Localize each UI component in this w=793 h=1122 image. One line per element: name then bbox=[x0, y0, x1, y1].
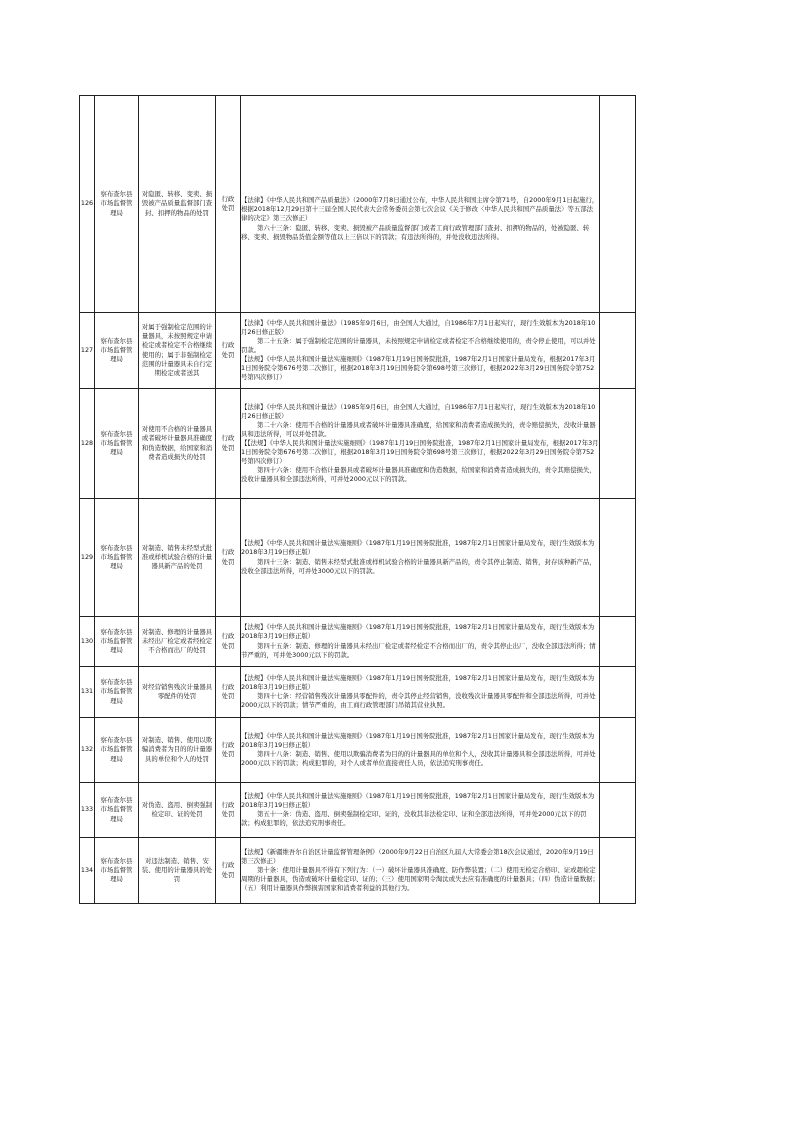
agency-name-line: 市场监督管 bbox=[100, 636, 133, 645]
agency-name-line: 理局 bbox=[110, 448, 123, 457]
agency-name-line: 理局 bbox=[110, 754, 123, 763]
legal-basis bbox=[241, 389, 600, 499]
table-row bbox=[80, 718, 636, 783]
legal-basis-paragraph: 【【法规】《中华人民共和国计量法实施细则》（1987年1月19日国务院批准，1987年2月1日国家计量局发布，根据2017年3月1日国务院令第676号第二次修订，根据2018年3月19日国务院令第698号第三次修订，根据2022年3月29日国务院令第752号第四次修订） bbox=[241, 438, 599, 466]
legal-basis bbox=[241, 313, 600, 389]
table-row bbox=[80, 389, 636, 499]
agency-name-line: 察布查尔县 bbox=[100, 736, 133, 745]
power-type-line: 处罚 bbox=[221, 443, 235, 452]
power-type bbox=[216, 838, 241, 904]
table-row bbox=[80, 499, 636, 617]
enforcing-agency bbox=[95, 96, 139, 313]
power-type-line: 处罚 bbox=[221, 350, 235, 359]
power-type bbox=[216, 783, 241, 838]
penalty-item-text: 对制造、销售未经型式批准或样机试验合格的计量器具新产品的处罚 bbox=[141, 543, 213, 571]
agency-name-line: 理局 bbox=[110, 814, 123, 823]
agency-name-line: 察布查尔县 bbox=[100, 796, 133, 805]
legal-basis-text bbox=[241, 539, 599, 575]
power-type bbox=[216, 718, 241, 783]
penalty-table bbox=[79, 95, 636, 904]
penalty-item-text: 对违法制造、销售、安装、使用的计量器具的处罚 bbox=[141, 856, 213, 884]
notes-cell bbox=[600, 389, 636, 499]
agency-name-line: 市场监督管 bbox=[100, 745, 133, 754]
power-type-line: 行政 bbox=[221, 740, 235, 749]
power-type-line: 行政 bbox=[221, 861, 235, 870]
penalty-item bbox=[139, 667, 216, 718]
table-row bbox=[80, 838, 636, 904]
legal-basis bbox=[241, 783, 600, 838]
power-type-line: 处罚 bbox=[221, 557, 235, 566]
power-type bbox=[216, 617, 241, 667]
power-type-line: 行政 bbox=[221, 632, 235, 641]
power-type-line: 行政 bbox=[221, 548, 235, 557]
power-type-line: 处罚 bbox=[221, 810, 235, 818]
power-type bbox=[216, 389, 241, 499]
legal-basis-paragraph: 【法规】《中华人民共和国计量法实施细则》（1987年1月19日国务院批准，1987年2月1日国家计量局发布，根据2017年3月1日国务院令第676号第二次修订，根据2018年3月19日国务院令第698号第三次修订，根据2022年3月29日国务院令第752号第四次修订） bbox=[241, 355, 596, 382]
enforcing-agency bbox=[95, 313, 139, 389]
legal-basis-paragraph: 【法规】《中华人民共和国计量法实施细则》（1987年1月19日国务院批准，1987年2月1日国家计量局发布，现行生效版本为2018年3月19日修正版） bbox=[241, 623, 595, 641]
legal-basis-text bbox=[241, 848, 599, 893]
legal-basis-paragraph: 【法规】《中华人民共和国计量法实施细则》（1987年1月19日国务院批准，1987年2月1日国家计量局发布，现行生效版本为2018年3月19日修正版） bbox=[241, 731, 595, 749]
legal-basis-paragraph: 第四十三条：制造、销售未经型式批准或样机试验合格的计量器具新产品的，责令其停止制造、销售，封存该种新产品，没收全部违法所得，可并处3000元以下的罚款。 bbox=[241, 557, 596, 575]
enforcing-agency bbox=[95, 499, 139, 617]
agency-name-line: 理局 bbox=[110, 355, 123, 364]
row-number: 131 bbox=[80, 667, 95, 718]
enforcing-agency bbox=[95, 389, 139, 499]
legal-basis bbox=[241, 499, 600, 617]
legal-basis bbox=[241, 718, 600, 783]
notes-cell bbox=[600, 783, 636, 838]
legal-basis-paragraph: 第四十六条：使用不合格计量器具或者破坏计量器具准确度和伪造数据，给国家和消费者造成损失的，责令其赔偿损失，没收计量器具和全部违法所得，可并处2000元以下的罚款。 bbox=[241, 466, 596, 484]
legal-basis bbox=[241, 96, 600, 313]
legal-basis-paragraph: 第四十五条：制造、修理的计量器具未经出厂检定或者经检定不合格而出厂的，责令其停止出厂，没收全部违法所得；情节严重的，可并处3000元以下的罚款。 bbox=[241, 641, 596, 659]
penalty-item-text: 对伪造、盗用、倒卖强制检定印、证的处罚 bbox=[141, 800, 213, 818]
legal-basis bbox=[241, 617, 600, 667]
agency-name-line: 市场监督管 bbox=[100, 345, 133, 354]
power-type-line: 行政 bbox=[221, 434, 235, 443]
enforcing-agency bbox=[95, 617, 139, 667]
row-number: 133 bbox=[80, 783, 95, 838]
legal-basis-paragraph: 【法律】《中华人民共和国产品质量法》（2000年7月8日通过公布，中华人民共和国主席令第71号，自2000年9月1日起施行，根据2018年12月29日第十三届全国人民代表大会常务委员会第七次会议《关于修改〈中华人民共和国产品质量法〉等五部法律的决定》第三次修正） bbox=[241, 196, 599, 223]
enforcing-agency bbox=[95, 783, 139, 838]
row-number: 132 bbox=[80, 718, 95, 783]
power-type-line: 行政 bbox=[221, 194, 235, 203]
power-type bbox=[216, 313, 241, 389]
penalty-item-text: 对制造、销售、使用以欺骗消费者为目的的计量器具的单位和个人的处罚 bbox=[141, 736, 213, 763]
penalty-item-text: 对隐匿、转移、变卖、损毁被产品质量监督部门查封、扣押的物品的处罚 bbox=[141, 190, 213, 217]
power-type-line: 处罚 bbox=[221, 692, 235, 700]
penalty-item bbox=[139, 783, 216, 838]
row-number: 130 bbox=[80, 617, 95, 667]
legal-basis-text bbox=[241, 732, 599, 768]
agency-name-line: 市场监督管 bbox=[100, 199, 133, 208]
legal-basis-paragraph: 第二十五条：属于强制检定范围的计量器具，未按照规定申请检定或者检定不合格继续使用的，责令停止使用，可以并处罚款。 bbox=[241, 336, 596, 354]
enforcing-agency bbox=[95, 838, 139, 904]
power-type-line: 处罚 bbox=[221, 870, 235, 879]
penalty-item bbox=[139, 389, 216, 499]
penalty-item-text: 对使用不合格的计量器具或者破坏计量器具准确度和伪造数据，给国家和消费者造成损失的处罚 bbox=[141, 425, 213, 461]
legal-basis-text bbox=[241, 623, 599, 659]
notes-cell bbox=[600, 313, 636, 389]
legal-basis-paragraph: 第四十八条：制造、销售、使用以欺骗消费者为目的的计量器具的单位和个人，没收其计量器具和全部违法所得，可并处2000元以下的罚款；构成犯罪的，对个人或者单位直接责任人员，依法追究刑事责任。 bbox=[241, 750, 596, 768]
agency-name-line: 察布查尔县 bbox=[100, 627, 133, 636]
legal-basis-text bbox=[241, 319, 599, 383]
penalty-item bbox=[139, 838, 216, 904]
legal-basis-paragraph: 第四十七条：经营销售残次计量器具零配件的，责令其停止经营销售，没收残次计量器具零配件和全部违法所得，可并处2000元以下的罚款；情节严重的，由工商行政管理部门吊销其营业执照。 bbox=[241, 692, 596, 710]
legal-basis-paragraph: 【法规】《中华人民共和国计量法实施细则》（1987年1月19日国务院批准，1987年2月1日国家计量局发布，现行生效版本为2018年3月19日修正版） bbox=[241, 673, 595, 691]
table-row bbox=[80, 667, 636, 718]
legal-basis-text bbox=[241, 403, 599, 485]
power-type-line: 处罚 bbox=[221, 204, 235, 212]
agency-name-line: 察布查尔县 bbox=[100, 678, 133, 687]
agency-name-line: 市场监督管 bbox=[100, 438, 133, 447]
notes-cell bbox=[600, 667, 636, 718]
penalty-item bbox=[139, 313, 216, 389]
agency-name-line: 市场监督管 bbox=[100, 552, 133, 561]
agency-name-line: 市场监督管 bbox=[100, 687, 133, 696]
agency-name-line: 察布查尔县 bbox=[100, 190, 133, 199]
legal-basis-paragraph: 第十条：使用计量器具不得有下列行为：（一）破坏计量器具准确度、防作弊装置；（二）使用无检定合格印、证或超检定周期的计量器具，伪造或破坏计量检定印、证的；（三）使用国家明令淘汰或失去应有准确度的计量器具；（四）伪造计量数据；（五）利用计量器具作弊损害国家和消费者利益的其他行为。 bbox=[241, 865, 599, 893]
agency-name-line: 理局 bbox=[110, 696, 123, 705]
agency-name-line: 察布查尔县 bbox=[100, 336, 133, 345]
enforcing-agency bbox=[95, 667, 139, 718]
row-number: 129 bbox=[80, 499, 95, 617]
penalty-item bbox=[139, 96, 216, 313]
legal-basis-paragraph: 第六十三条：隐匿、转移、变卖、损毁被产品质量监督部门或者工商行政管理部门查封、扣押的物品的，处被隐匿、转移、变卖、损毁物品货值金额等值以上三倍以下的罚款；有违法所得的，并处没收违法所得。 bbox=[241, 223, 590, 241]
legal-basis-paragraph: 第五十一条：伪造、盗用、倒卖强制检定印、证的，没收其非法检定印、证和全部违法所得，可并处2000元以下的罚款；构成犯罪的，依法追究刑事责任。 bbox=[241, 810, 587, 828]
legal-basis-text bbox=[241, 166, 599, 241]
notes-cell bbox=[600, 838, 636, 904]
legal-basis-paragraph: 【法规】《中华人民共和国计量法实施细则》（1987年1月19日国务院批准，1987年2月1日国家计量局发布，现行生效版本为2018年3月19日修正版） bbox=[241, 539, 595, 557]
legal-basis-paragraph: 【法律】《中华人民共和国计量法》（1985年9月6日，由全国人大通过，自1986年7月1日起实行，现行生效版本为2018年10月26日修正版） bbox=[241, 318, 596, 336]
row-number: 127 bbox=[80, 313, 95, 389]
penalty-item bbox=[139, 718, 216, 783]
power-type-line: 处罚 bbox=[221, 750, 235, 758]
row-number: 134 bbox=[80, 838, 95, 904]
agency-name-line: 理局 bbox=[110, 562, 123, 571]
power-type bbox=[216, 499, 241, 617]
power-type-line: 行政 bbox=[221, 341, 235, 350]
agency-name-line: 察布查尔县 bbox=[100, 856, 133, 865]
legal-basis bbox=[241, 667, 600, 718]
row-number: 126 bbox=[80, 96, 95, 313]
agency-name-line: 理局 bbox=[110, 875, 123, 884]
notes-cell bbox=[600, 499, 636, 617]
power-type-line: 处罚 bbox=[221, 641, 235, 650]
table-row bbox=[80, 96, 636, 313]
notes-cell bbox=[600, 96, 636, 313]
table-body bbox=[80, 96, 636, 904]
penalty-item-text: 对属于强制检定范围的计量器具，未按照规定申请检定或者检定不合格继续使用的；属于非强制检定范围的计量器具未自行定期检定或者送其 bbox=[141, 323, 213, 377]
power-type bbox=[216, 667, 241, 718]
row-number: 128 bbox=[80, 389, 95, 499]
penalty-item-text: 对经营销售残次计量器具零配件的处罚 bbox=[141, 682, 213, 700]
power-type-line: 行政 bbox=[221, 682, 235, 691]
legal-basis-paragraph: 【法规】《中华人民共和国计量法实施细则》（1987年1月19日国务院批准，1987年2月1日国家计量局发布，现行生效版本为2018年3月19日修正版） bbox=[241, 791, 595, 809]
notes-cell bbox=[600, 617, 636, 667]
agency-name-line: 察布查尔县 bbox=[100, 543, 133, 552]
table-row bbox=[80, 313, 636, 389]
penalty-item-text: 对制造、修理的计量器具未经出厂检定或者经检定不合格而出厂的处罚 bbox=[141, 627, 213, 655]
agency-name-line: 理局 bbox=[110, 646, 123, 655]
legal-basis bbox=[241, 838, 600, 904]
agency-name-line: 市场监督管 bbox=[100, 805, 133, 814]
enforcing-agency bbox=[95, 718, 139, 783]
agency-name-line: 理局 bbox=[110, 208, 123, 217]
legal-basis-paragraph: 【法规】《新疆维吾尔自治区计量监督管理条例》（2000年9月22日自治区九届人大常委会第18次会议通过，2020年9月19日第三次修正） bbox=[241, 847, 594, 865]
notes-cell bbox=[600, 718, 636, 783]
power-type-line: 行政 bbox=[221, 800, 235, 809]
power-type bbox=[216, 96, 241, 313]
legal-basis-text bbox=[241, 674, 599, 710]
legal-basis-text bbox=[241, 792, 599, 828]
agency-name-line: 市场监督管 bbox=[100, 865, 133, 874]
penalty-item bbox=[139, 617, 216, 667]
legal-basis-paragraph: 第二十六条：使用不合格的计量器具或者破坏计量器具准确度，给国家和消费者造成损失的，责令赔偿损失，没收计量器具和违法所得，可以并处罚款。 bbox=[241, 420, 596, 438]
penalty-item bbox=[139, 499, 216, 617]
table-row bbox=[80, 617, 636, 667]
legal-basis-paragraph: 【法律】《中华人民共和国计量法》（1985年9月6日，由全国人大通过，自1986年7月1日起实行，现行生效版本为2018年10月26日修正版） bbox=[241, 402, 596, 420]
table-row bbox=[80, 783, 636, 838]
agency-name-line: 察布查尔县 bbox=[100, 429, 133, 438]
